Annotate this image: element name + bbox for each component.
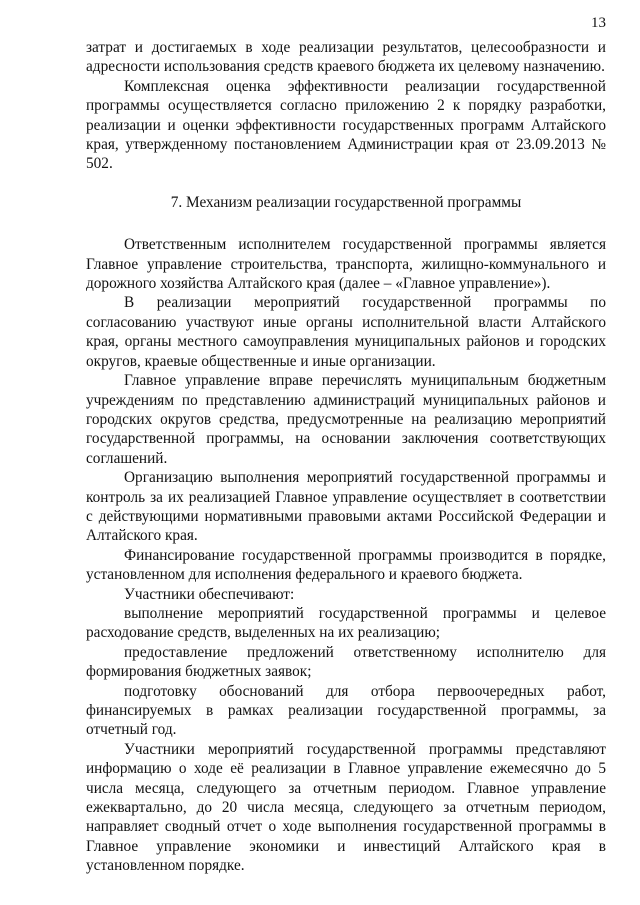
page-number: 13 [591,15,606,31]
paragraph: затрат и достигаемых в ходе реализации результатов, целесообразности и адресности использования средств краевого бюджета их целевому назначению. [86,39,606,76]
paragraph: Главное управление вправе перечислять муниципальным бюджетным учреждениям по представлению администраций муниципальных районов и городских округов средства, предусмотренные на реализацию мероприятий государственной программы, на основании заключения соответствующих соглашений. [86,372,606,467]
paragraph: Участники обеспечивают: [124,585,295,603]
paragraph: В реализации мероприятий государственной программы по согласованию участвуют иные органы исполнительной власти Алтайского края, органы местного самоуправления муниципальных районов и городских округов, краевые общественные и иные организации. [86,294,606,370]
list-item: предоставление предложений ответственному исполнителю для формирования бюджетных заявок; [86,643,606,681]
section-heading: 7. Механизм реализации государственной программы [170,193,522,211]
paragraph: Финансирование государственной программы производится в порядке, установленном для исполнения федерального и краевого бюджета. [86,546,606,584]
paragraph: Организацию выполнения мероприятий государственной программы и контроль за их реализацией Главное управление осуществляет в соответствии с действующими нормативными правовыми актами Российской Федерации и Алтайского края. [86,469,606,545]
paragraph: Комплексная оценка эффективности реализации государственной программы осуществляется согласно приложению 2 к порядку разработки, реализации и оценки эффективности государственных программ Алтайского края, утвержденному постановлением Администрации края от 23.09.2013 № 502. [86,77,606,173]
list-item: выполнение мероприятий государственной программы и целевое расходование средств, выделенных на их реализацию; [86,604,606,642]
paragraph: Участники мероприятий государственной программы представляют информацию о ходе её реализации в Главное управление ежемесячно до 5 числа месяца, следующего за отчетным периодом. Главное управление ежеквартально, до 20 числа месяца, следующего за отчетным периодом, направляет сводный отчет о ходе выполнения государственной программы в Главное управление экономики и инвестиций Алтайского края в установленном порядке. [86,740,606,875]
document-body [86,38,606,876]
list-item: подготовку обоснований для отбора первоочередных работ, финансируемых в рамках реализации государственной программы, за отчетный год. [86,682,606,739]
paragraph: Ответственным исполнителем государственной программы является Главное управление строительства, транспорта, жилищно-коммунального и дорожного хозяйства Алтайского края (далее – «Главное управление»). [86,236,606,293]
